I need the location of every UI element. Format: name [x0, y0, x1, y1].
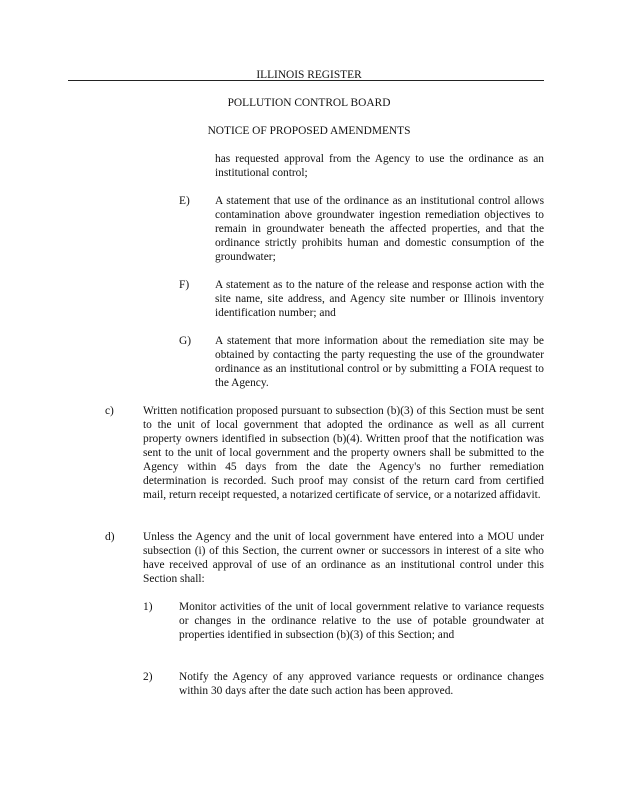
- item-d2-label: 2): [143, 671, 153, 683]
- item-d1-label: 1): [143, 601, 153, 613]
- item-c-label: c): [105, 405, 114, 417]
- item-f-label: F): [179, 279, 190, 291]
- register-title: ILLINOIS REGISTER: [256, 69, 362, 81]
- item-d-label: d): [105, 531, 115, 543]
- item-c-text: Written notification proposed pursuant to subsection (b)(3) of this Section must be sent to the unit of local government that adopted the ordinance as well as all current property owners identified in subsection (b)(4). Written proof that the notification was sent to the unit of local government and the property owners shall be submitted to the Agency within 45 days from the date the Agency's no further remediation determination is recorded. Such proof may consist of the return card from certified mail, return receipt requested, a notarized certificate of service, or a notarized affidavit.: [143, 405, 544, 501]
- item-d-text: Unless the Agency and the unit of local government have entered into a MOU under subsection (i) of this Section, the current owner or successors in interest of a site who have received approval of use of an ordinance as an institutional control under this Section shall:: [143, 531, 544, 585]
- item-f-text: A statement as to the nature of the release and response action with the site name, site address, and Agency site number or Illinois inventory identification number; and: [215, 279, 544, 319]
- item-e-text: A statement that use of the ordinance as an institutional control allows contamination above groundwater ingestion remediation objectives to remain in groundwater beneath the affected properties, and that the ordinance strictly prohibits human and domestic consumption of the groundwater;: [215, 195, 544, 263]
- board-title: POLLUTION CONTROL BOARD: [227, 97, 391, 109]
- continuation-text: has requested approval from the Agency to use the ordinance as an institutional control;: [215, 153, 544, 179]
- item-d2-text: Notify the Agency of any approved variance requests or ordinance changes within 30 days after the date such action has been approved.: [179, 671, 544, 697]
- item-e-label: E): [179, 195, 190, 207]
- item-g-text: A statement that more information about the remediation site may be obtained by contacting the party requesting the use of the groundwater ordinance as an institutional control or by submitting a FOIA request to the Agency.: [215, 335, 544, 389]
- notice-title: NOTICE OF PROPOSED AMENDMENTS: [207, 125, 411, 137]
- header-rule: [68, 80, 544, 81]
- item-d1-text: Monitor activities of the unit of local government relative to variance requests or changes in the ordinance relative to the use of potable groundwater at properties identified in subsection (b)(3) of this Section; and: [179, 601, 544, 641]
- item-g-label: G): [179, 335, 192, 347]
